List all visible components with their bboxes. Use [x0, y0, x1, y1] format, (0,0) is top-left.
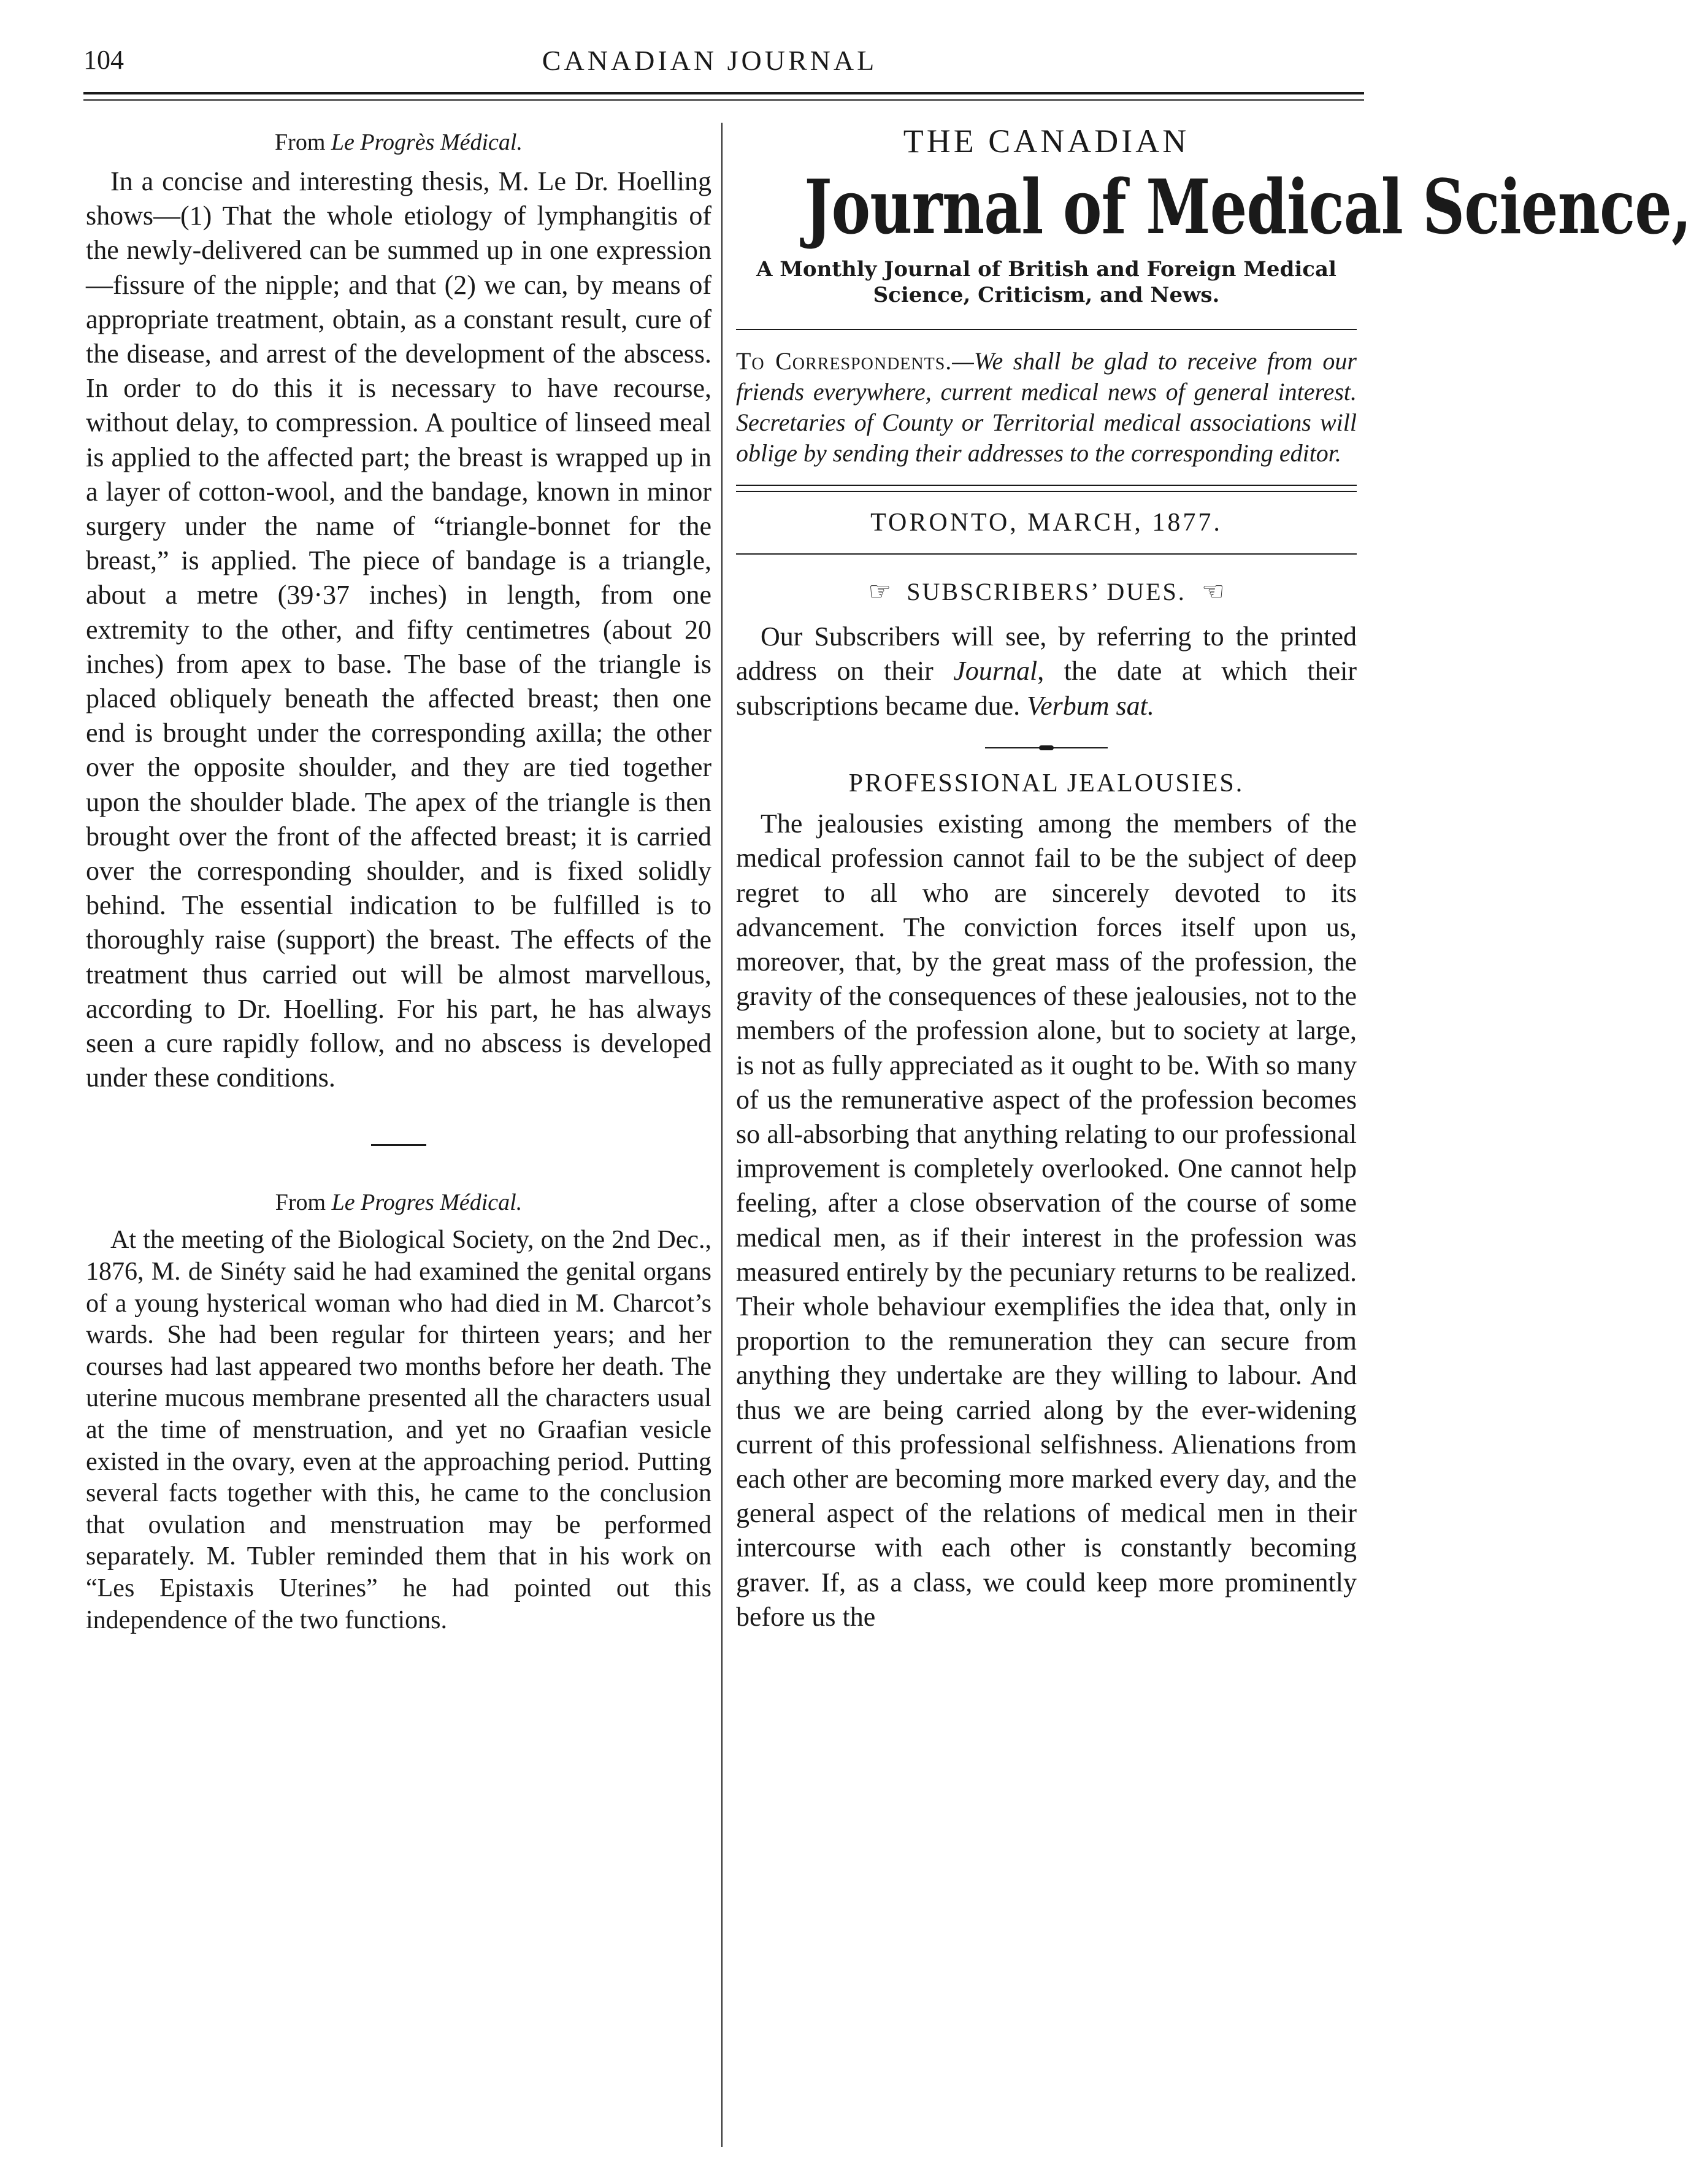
- article-body: The jealousies existing among the members of the medical profession cannot fail to be the subject of deep regret to all who are sincerely devoted to its advancement. The conviction forces itself upon us, moreover, that, by the great mass of the profession, the gravity of the consequences of these jealousies, not to the members of the profession alone, but to society at large, is not as fully appreciated as it ought to be. With so many of us the remunerative aspect of the profession becomes so all-absorbing that anything relating to our professional improvement is completely overlooked. One cannot help feeling, after a close observation of the course of some medical men, as if their interest in the profession was measured entirely by the pecuniary returns to be realized. Their whole behaviour exemplifies the idea that, only in proportion to the remuneration they can secure from anything they undertake are they willing to labour. And thus we are being carried along by the ever-widening current of this professional selfishness. Alienations from each other are becoming more marked every day, and the general aspect of the relations of medical men in their intercourse with each other is constantly becoming graver. If, as a class, we could keep more prominently before us the: [736, 809, 1357, 1632]
- page-number: 104: [83, 45, 124, 75]
- pointing-hand-icon: ☞: [868, 578, 894, 606]
- masthead-title: Journal of Medical Science,: [804, 163, 1691, 251]
- dues-text-journal: Journal: [953, 656, 1038, 686]
- dues-heading-row: [736, 577, 1357, 607]
- running-title: CANADIAN JOURNAL: [542, 45, 878, 76]
- dues-text-verbum: Verbum sat.: [1027, 690, 1154, 721]
- pointing-hand-left-icon: ☞: [1199, 578, 1225, 606]
- ornamental-rule: [985, 745, 1108, 750]
- double-rule: [736, 485, 1357, 492]
- header-rule-thin: [83, 99, 1364, 101]
- masthead-top-line: THE CANADIAN: [903, 123, 1190, 160]
- article2-source-title: Le Progres Médical.: [331, 1190, 523, 1216]
- masthead-subtitle: A Monthly Journal of British and Foreign Medical Science, Criticism, and News.: [756, 257, 1336, 307]
- ornamental-rule-dot: [1039, 745, 1054, 750]
- dues-body: [736, 620, 1357, 723]
- column-divider: [721, 123, 723, 2147]
- header-rule-thick: [83, 92, 1364, 94]
- correspondents-notice: [736, 346, 1357, 469]
- article2-body: At the meeting of the Biological Society, on the 2nd Dec., 1876, M. de Sinéty said he had examined the genital organs of a young hysterical woman who had died in M. Charcot’s wards. She had been regular for thirteen years; and her courses had last appeared two months before her death. The uterine mucous membrane presented all the characters usual at the time of menstruation, and yet no Graafian vesicle existed in the ovary, even at the approaching period. Putting several facts together with this, he came to the conclusion that ovulation and menstruation may be performed separately. M. Tubler reminded them that in his work on “Les Epistaxis Uterines” he had pointed out this independence of the two functions.: [86, 1226, 711, 1634]
- dateline: TORONTO, MARCH, 1877.: [870, 509, 1222, 537]
- right-column: [736, 123, 1691, 2147]
- article2-source-prefix: From: [275, 1190, 332, 1216]
- dues-text-after: , the date at which their subscriptions became due.: [736, 656, 1357, 721]
- article2-source: [86, 1189, 711, 1216]
- dues-text-before: Our Subscribers will see, by referring to the printed address on their: [736, 621, 1357, 686]
- correspondents-lead: To Correspondents.: [736, 347, 953, 375]
- section-divider: [371, 1144, 426, 1146]
- dues-heading: SUBSCRIBERS’ DUES.: [907, 578, 1186, 606]
- dateline-rule: [736, 553, 1357, 555]
- left-column: [86, 123, 711, 2147]
- masthead-rule: [736, 329, 1357, 330]
- correspondents-text: —We shall be glad to receive from our friends everywhere, current medical news of general interest. Secretaries of County or Territorial medical associations will oblige by sending their addresses to the corresponding editor.: [736, 347, 1357, 467]
- article1-source-prefix: From: [275, 129, 331, 155]
- article1-source-title: Le Progrès Médical.: [331, 129, 523, 155]
- article1-source: [86, 129, 711, 156]
- article-heading: PROFESSIONAL JEALOUSIES.: [848, 769, 1244, 798]
- article1-body: In a concise and interesting thesis, M. Le Dr. Hoelling shows—(1) That the whole etiology of lymphangitis of the newly-delivered can be summed up in one expression—fissure of the nipple; and that (2) we can, by means of appropriate treatment, obtain, as a constant result, cure of the disease, and arrest of the development of the abscess. In order to do this it is necessary to have recourse, without delay, to compression. A poultice of linseed meal is applied to the affected part; the breast is wrapped up in a layer of cotton-wool, and the bandage, known in minor surgery under the name of “triangle-bonnet for the breast,” is applied. The piece of bandage is a triangle, about a metre (39·37 inches) in length, from one extremity to the other, and fifty centimetres (about 20 inches) from apex to base. The base of the triangle is placed obliquely beneath the affected breast; then one end is brought under the corresponding axilla; the other over the opposite shoulder, and they are tied together upon the shoulder blade. The apex of the triangle is then brought over the front of the affected breast; it is carried over the corresponding shoulder, and is fixed solidly behind. The essential indication to be fulfilled is to thoroughly raise (support) the breast. The effects of the treatment thus carried out will be almost marvellous, according to Dr. Hoelling. For his part, he has always seen a cure rapidly follow, and no abscess is developed under these conditions.: [86, 166, 711, 1093]
